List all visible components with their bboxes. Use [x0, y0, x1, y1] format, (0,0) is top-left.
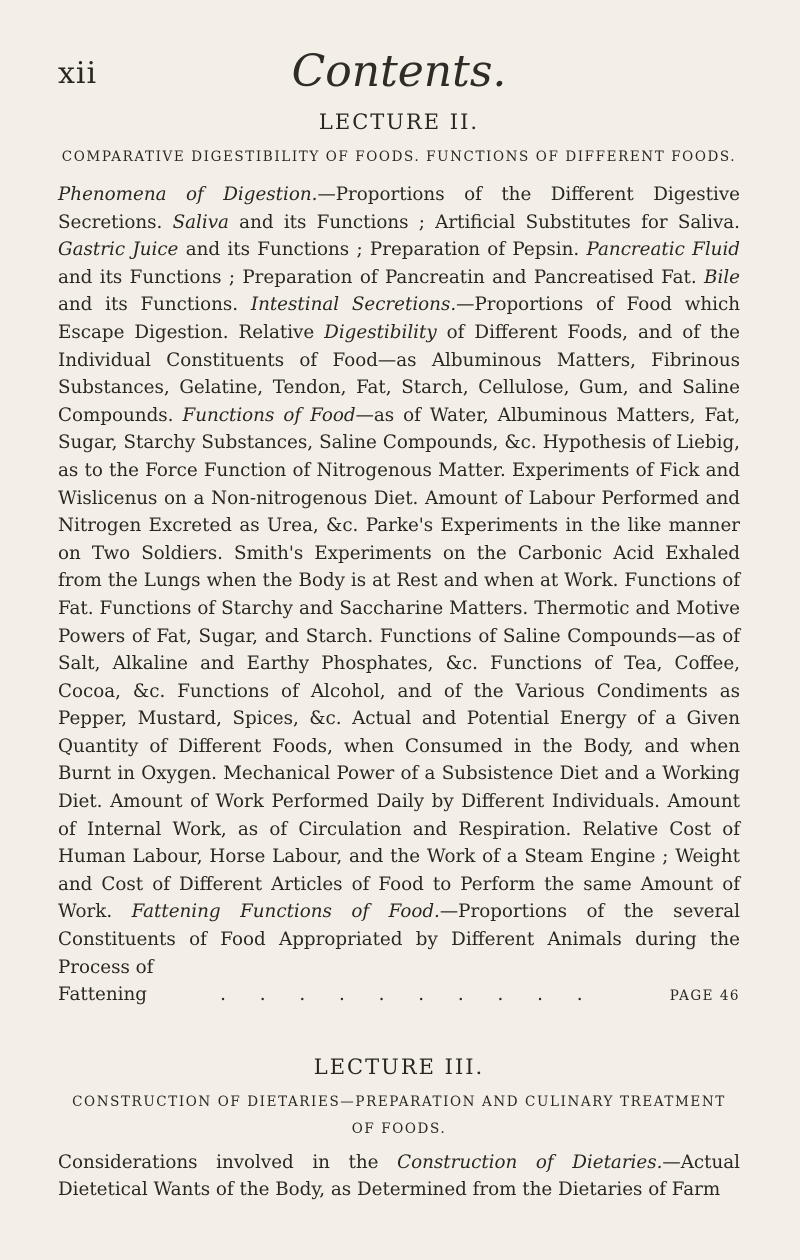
lecture-iii-heading: LECTURE III.: [313, 1054, 485, 1079]
synopsis-text: Considerations involved in the: [58, 1151, 398, 1173]
page-number: xii: [58, 56, 98, 91]
lecture-iii-section: [58, 1055, 740, 1204]
synopsis-text: and its Functions.: [58, 294, 251, 316]
italic-phrase: Saliva: [172, 211, 229, 233]
italic-phrase: Intestinal Secretions.: [250, 294, 457, 316]
synopsis-text: and its Functions ; Artificial Substitutes for Saliva.: [228, 211, 740, 233]
dot-leader: . . . . . . . . . .: [220, 984, 597, 1006]
italic-phrase: Digestibility: [324, 321, 437, 343]
synopsis-text: of Different Foods, and of the Individual Constituents of Food—as Albuminous Matters, Fibrinous Substances, Gelatine, Tendon, Fat, Starch, Cellulose, Gum, and Saline Compounds.: [58, 321, 740, 426]
lecture-iii-subheading: CONSTRUCTION OF DIETARIES—PREPARATION AND CULINARY TREATMENT OF FOODS.: [72, 1093, 726, 1137]
lecture-ii-section: [58, 110, 740, 1011]
lecture-ii-synopsis: [58, 181, 740, 981]
synopsis-text: —as of Water, Albuminous Matters, Fat, Sugar, Starchy Substances, Saline Compounds, &c. Hypothesis of Liebig, as to the Force Function of Nitrogenous Matter. Experiments of Fick and Wislicenus on a Non-nitrogenous Diet. Amount of Labour Performed and Nitrogen Excreted as Urea, &c. Parke's Experiments in the like manner on Two Soldiers. Smith's Experiments on the Carbonic Acid Exhaled from the Lungs when the Body is at Rest and when at Work. Functions of Fat. Functions of Starchy and Saccharine Matters. Thermotic and Motive Powers of Fat, Sugar, and Starch. Functions of Saline Compounds—as of Salt, Alkaline and Earthy Phosphates, &c. Functions of Tea, Coffee, Cocoa, &c. Functions of Alcohol, and of the Various Condiments as Pepper, Mustard, Spices, &c. Actual and Potential Energy of a Given Quantity of Different Foods, when Consumed in the Body, and when Burnt in Oxygen. Mechanical Power of a Subsistence Diet and a Working Diet. Amount of Work Performed Daily by Different Individuals. Amount of Internal Work, as of Circulation and Respiration. Relative Cost of Human Labour, Horse Labour, and the Work of a Steam Engine ; Weight and Cost of Different Articles of Food to Perform the same Amount of Work.: [58, 404, 741, 923]
running-head: [58, 0, 740, 110]
page-reference: PAGE 46: [669, 988, 740, 1005]
italic-phrase: Construction of Dietaries.: [397, 1151, 663, 1173]
synopsis-text: —Proportions of the Different Digestive Secretions.: [58, 184, 740, 233]
italic-phrase: Phenomena of Digestion.: [58, 184, 318, 205]
lecture-ii-heading: LECTURE II.: [318, 110, 480, 134]
italic-phrase: Functions of Food: [182, 404, 356, 426]
italic-phrase: Pancreatic Fluid: [586, 239, 740, 261]
synopsis-text: —Actual Dietetical Wants of the Body, as Determined from the Dietaries of Farm: [58, 1151, 741, 1201]
synopsis-text: —Proportions of the several Constituents of Food Appropriated by Different Animals during the Process of: [58, 901, 740, 978]
synopsis-text: —Proportions of Food which Escape Digestion. Relative: [58, 294, 740, 343]
synopsis-text: and its Functions ; Preparation of Pepsin.: [178, 239, 587, 261]
running-title: Contents.: [291, 46, 507, 97]
italic-phrase: Gastric Juice: [58, 239, 179, 261]
lecture-ii-subheading: COMPARATIVE DIGESTIBILITY OF FOODS. FUNCTIONS OF DIFFERENT FOODS.: [61, 149, 737, 165]
lecture-iii-synopsis: [58, 1149, 740, 1204]
italic-phrase: Bile: [704, 266, 740, 288]
italic-phrase: Fattening Functions of Food.: [131, 901, 440, 923]
leader-text: Fattening: [58, 984, 147, 1006]
synopsis-text: and its Functions ; Preparation of Pancreatin and Pancreatised Fat.: [58, 266, 705, 288]
toc-leader-line: [58, 981, 740, 1011]
